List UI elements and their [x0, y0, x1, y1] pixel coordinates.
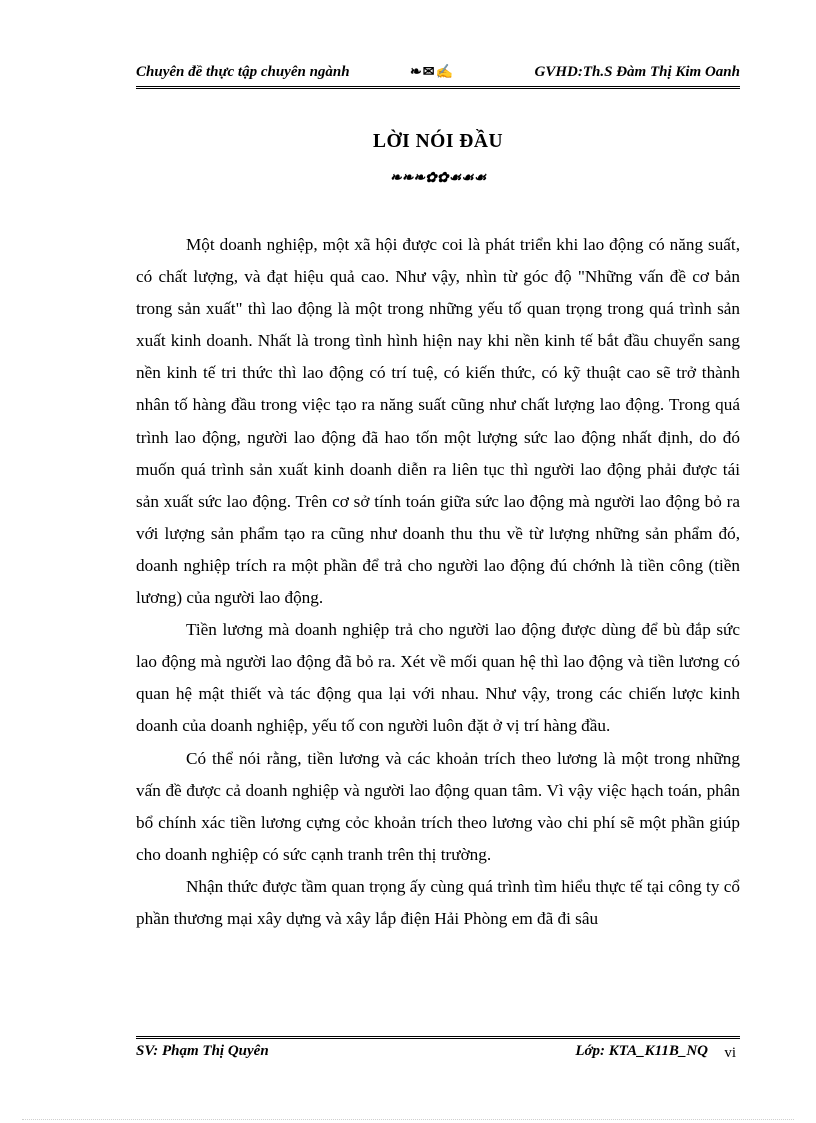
title-ornament-divider: ❧❧❧✿✿☙☙☙ — [389, 171, 487, 186]
paragraph: Một doanh nghiệp, một xã hội được coi là phát triển khi lao động có năng suất, có chất lượng, và đạt hiệu quả cao. Như vậy, nhìn từ góc độ "Những vấn đề cơ bản trong sản xuất" thì lao động là một trong những yếu tố quan trọng trong quá trình sản xuất kinh doanh. Nhất là trong tình hình hiện nay khi nền kinh tế bắt đầu chuyển sang nền kinh tế tri thức thì lao động có trí tuệ, có kiến thức, có kỹ thuật cao sẽ trở thành nhân tố hàng đầu trong việc tạo ra năng suất cũng như chất lượng lao động. Trong quá trình lao động, người lao động đã hao tốn một lượng sức lao động nhất định, do đó muốn quá trình sản xuất kinh doanh diễn ra liên tục thì người lao động phải được tái sản xuất sức lao động. Trên cơ sở tính toán giữa sức lao động mà người lao động bỏ ra với lượng sản phẩm tạo ra cũng như doanh thu thu về từ lượng những sản phẩm đó, doanh nghiệp trích ra một phần để trả cho người lao động đú chớnh là tiền công (tiền lương) của người lao động. — [136, 235, 740, 608]
page-title: LỜI NÓI ĐẦU — [372, 131, 504, 152]
footer-divider — [136, 1036, 740, 1039]
paragraph: Nhận thức được tầm quan trọng ấy cùng quá trình tìm hiểu thực tế tại công ty cổ phần thương mại xây dựng và xây lắp điện Hải Phòng em đã đi sâu — [136, 876, 740, 928]
header-supervisor: GVHD:Th.S Đàm Thị Kim Oanh — [534, 64, 740, 80]
header-course-title: Chuyên đề thực tập chuyên ngành — [136, 64, 350, 80]
footer-student: SV: Phạm Thị Quyên — [136, 1043, 269, 1059]
page-footer — [136, 1043, 740, 1065]
paragraph: Tiền lương mà doanh nghiệp trả cho người lao động được dùng để bù đắp sức lao động mà người lao động đã bỏ ra. Xét về mối quan hệ thì lao động và tiền lương có quan hệ mật thiết và tác động qua lại với nhau. Như vậy, trong các chiến lược kinh doanh của doanh nghiệp, yếu tố con người luôn đặt ở vị trí hàng đầu. — [136, 620, 740, 736]
footer-class: Lớp: KTA_K11B_NQ — [575, 1043, 708, 1059]
header-divider — [136, 86, 740, 89]
body-text — [136, 229, 740, 935]
page-number: vi — [724, 1045, 736, 1061]
page-bottom-edge — [22, 1119, 794, 1120]
paragraph: Có thể nói rằng, tiền lương và các khoản trích theo lương là một trong những vấn đề được cả doanh nghiệp và người lao động quan tâm. Vì vậy việc hạch toán, phân bổ chính xác tiền lương cựng cỏc khoản trích theo lương vào chi phí sẽ một phần giúp cho doanh nghiệp có sức cạnh tranh trên thị trường. — [136, 748, 740, 864]
page-header — [136, 64, 740, 86]
header-ornament-icon: ❧✉✍ — [410, 65, 454, 80]
